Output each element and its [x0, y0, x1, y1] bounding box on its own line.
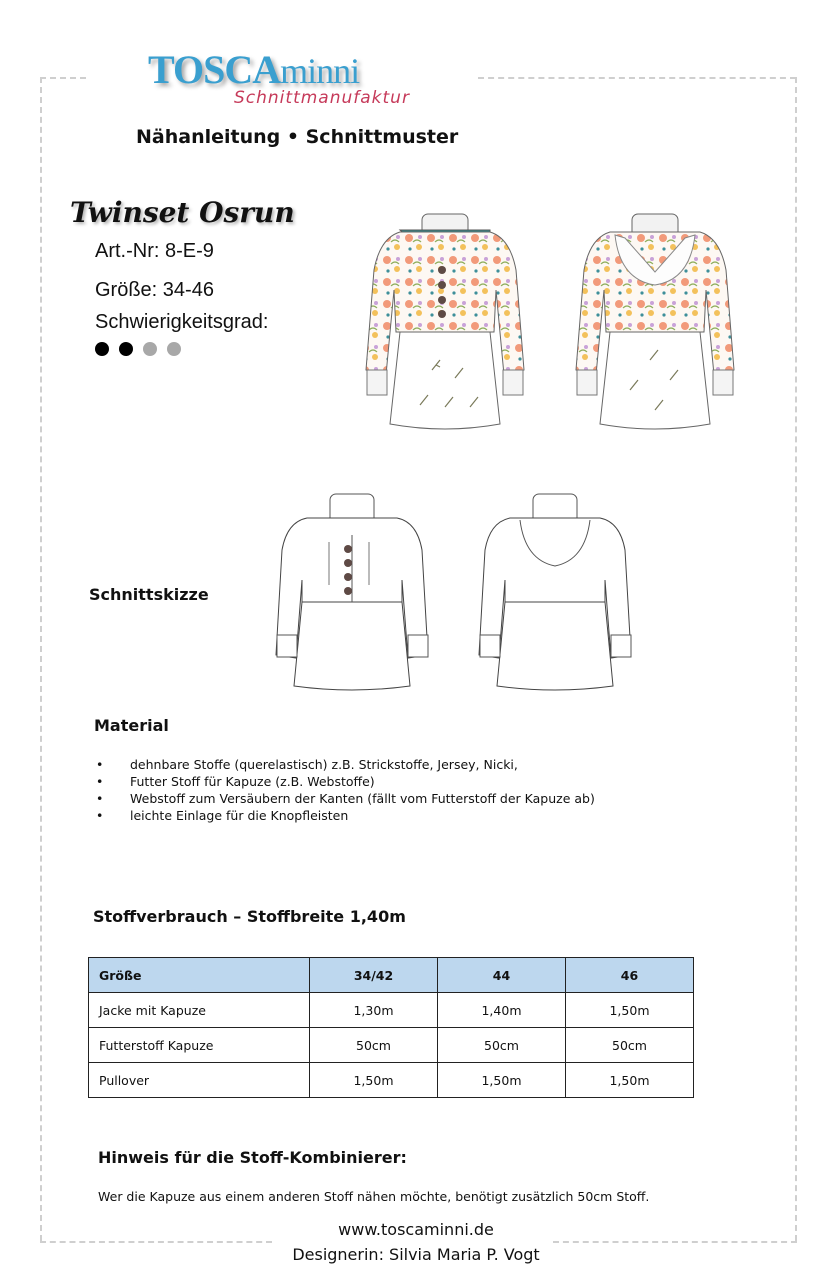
sketch-label: Schnittskizze: [89, 585, 209, 604]
column-header: Größe: [89, 958, 310, 993]
article-number: Art.-Nr: 8-E-9: [95, 240, 214, 262]
material-item: • Futter Stoff für Kapuze (z.B. Webstoffe): [96, 773, 595, 790]
hint-text: Wer die Kapuze aus einem anderen Stoff nähen möchte, benötigt zusätzlich 50cm Stoff.: [98, 1189, 650, 1204]
difficulty-dot-empty: [143, 342, 157, 356]
material-item: • dehnbare Stoffe (querelastisch) z.B. Strickstoffe, Jersey, Nicki,: [96, 756, 595, 773]
fabric-usage-title: Stoffverbrauch – Stoffbreite 1,40m: [93, 907, 406, 926]
pattern-name: Twinset Osrun: [70, 196, 295, 229]
table-cell: 50cm: [438, 1028, 566, 1063]
difficulty-dot-filled: [95, 342, 109, 356]
front-view-floral-illustration: [360, 210, 530, 435]
table-cell: 1,50m: [310, 1063, 438, 1098]
frame-bottom-left: [40, 1241, 272, 1243]
table-header-row: [89, 958, 694, 993]
table-cell: Jacke mit Kapuze: [89, 993, 310, 1028]
logo-brand: TOSCA: [148, 47, 281, 92]
fabric-usage-table: [88, 957, 694, 1098]
table-cell: 1,50m: [566, 1063, 694, 1098]
frame-left: [40, 77, 42, 1241]
website-link[interactable]: www.toscaminni.de: [338, 1220, 494, 1239]
logo-brand-suffix: minni: [280, 51, 360, 91]
material-item: • leichte Einlage für die Knopfleisten: [96, 807, 595, 824]
column-header: 44: [438, 958, 566, 993]
frame-bottom-right: [553, 1241, 797, 1243]
difficulty-rating: [95, 342, 181, 356]
material-list: [96, 756, 595, 824]
logo-tagline: Schnittmanufaktur: [234, 88, 410, 108]
document-subtitle: Nähanleitung • Schnittmuster: [136, 126, 459, 148]
designer-credit: Designerin: Silvia Maria P. Vogt: [292, 1245, 540, 1264]
table-cell: 50cm: [566, 1028, 694, 1063]
table-cell: 1,50m: [438, 1063, 566, 1098]
table-cell: Futterstoff Kapuze: [89, 1028, 310, 1063]
table-cell: 1,30m: [310, 993, 438, 1028]
table-row: [89, 1063, 694, 1098]
frame-top-right: [478, 77, 796, 79]
column-header: 34/42: [310, 958, 438, 993]
table-row: [89, 993, 694, 1028]
table-cell: Pullover: [89, 1063, 310, 1098]
size-range: Größe: 34-46: [95, 279, 214, 301]
table-cell: 1,40m: [438, 993, 566, 1028]
material-title: Material: [94, 716, 169, 735]
frame-top-left: [40, 77, 86, 79]
table-cell: 50cm: [310, 1028, 438, 1063]
back-view-floral-illustration: [570, 210, 740, 435]
back-view-sketch: [475, 490, 635, 695]
difficulty-label: Schwierigkeitsgrad:: [95, 311, 269, 333]
table-cell: 1,50m: [566, 993, 694, 1028]
table-row: [89, 1028, 694, 1063]
frame-right: [795, 77, 797, 1241]
material-item: • Webstoff zum Versäubern der Kanten (fällt vom Futterstoff der Kapuze ab): [96, 790, 595, 807]
column-header: 46: [566, 958, 694, 993]
difficulty-dot-empty: [167, 342, 181, 356]
difficulty-dot-filled: [119, 342, 133, 356]
front-view-sketch: [272, 490, 432, 695]
brand-logo: [148, 47, 410, 108]
hint-title: Hinweis für die Stoff-Kombinierer:: [98, 1148, 407, 1167]
